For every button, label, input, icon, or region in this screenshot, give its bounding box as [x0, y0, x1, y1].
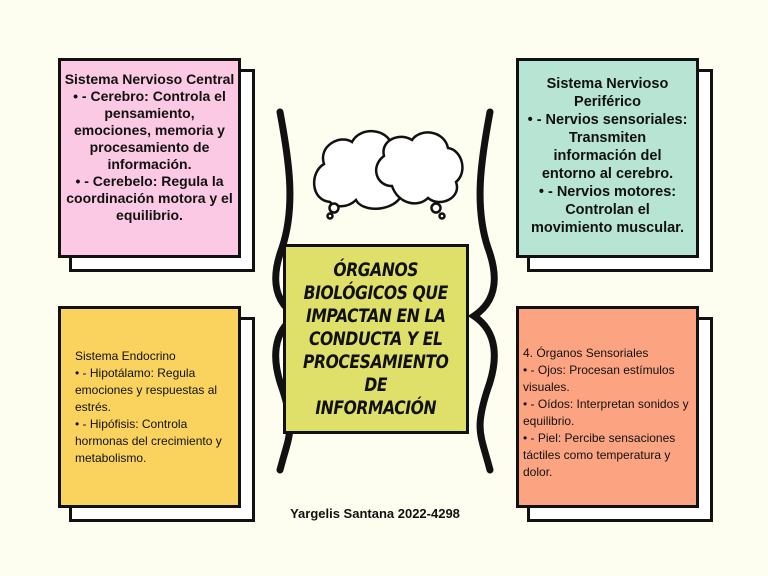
card-sistema-endocrino: [58, 306, 241, 508]
card-line: visuales.: [523, 380, 570, 394]
card-line: Sistema Nervioso: [546, 76, 669, 92]
card-line: pensamiento,: [104, 105, 195, 121]
card-line: emociones, memoria y: [74, 122, 225, 138]
card-line: metabolismo.: [75, 450, 147, 465]
card-line: • - Cerebelo: Regula la: [75, 173, 224, 189]
card-line: Sistema Nervioso Central: [64, 71, 235, 87]
card-sistema-nervioso-central: [58, 58, 241, 258]
card-sistema-nervioso-periferico: [516, 58, 699, 258]
card-line: estrés.: [75, 399, 112, 414]
card-line: • - Hipófisis: Controla: [75, 416, 188, 431]
card-line: táctiles como temperatura y: [523, 448, 671, 462]
card-line: dolor.: [523, 465, 553, 479]
bracket-right-icon: [474, 112, 494, 470]
card-line: entorno al cerebro.: [541, 166, 674, 182]
card-line: movimiento muscular.: [530, 220, 685, 236]
card-line: coordinación motora y el: [66, 190, 233, 206]
card-line: • - Piel: Percibe sensaciones: [523, 431, 676, 445]
center-card: [283, 244, 469, 434]
card-line: Controlan el: [565, 202, 650, 218]
cloud-icon: [314, 131, 462, 218]
card-line: • - Cerebro: Controla el: [73, 88, 226, 104]
card-line: • - Hipotálamo: Regula: [75, 365, 196, 380]
card-line: emociones y respuestas al: [75, 382, 218, 397]
card-line: hormonas del crecimiento y: [75, 433, 222, 448]
center-title: ÓRGANOS BIOLÓGICOS QUE IMPACTAN EN LA CONDUCTA Y EL PROCESAMIENTO DE INFORMACIÓN: [303, 258, 449, 419]
card-line: equilibrio.: [116, 207, 183, 223]
card-line: • - Oídos: Interpretan sonidos y: [523, 397, 689, 411]
card-line: información.: [107, 156, 192, 172]
card-organos-sensoriales: [516, 306, 699, 508]
card-line: • - Ojos: Procesan estímulos: [523, 363, 675, 377]
author-label: Yargelis Santana 2022-4298: [290, 506, 460, 521]
card-line: Transmiten: [568, 130, 647, 146]
card-line: Sistema Endocrino: [75, 348, 176, 363]
card-line: información del: [553, 148, 662, 164]
card-line: procesamiento de: [89, 139, 210, 155]
card-line: • - Nervios sensoriales:: [527, 112, 688, 128]
card-line: equilibrio.: [523, 414, 575, 428]
card-line: Periférico: [574, 94, 641, 110]
card-line: • - Nervios motores:: [538, 184, 677, 200]
card-line: 4. Órganos Sensoriales: [523, 346, 649, 360]
